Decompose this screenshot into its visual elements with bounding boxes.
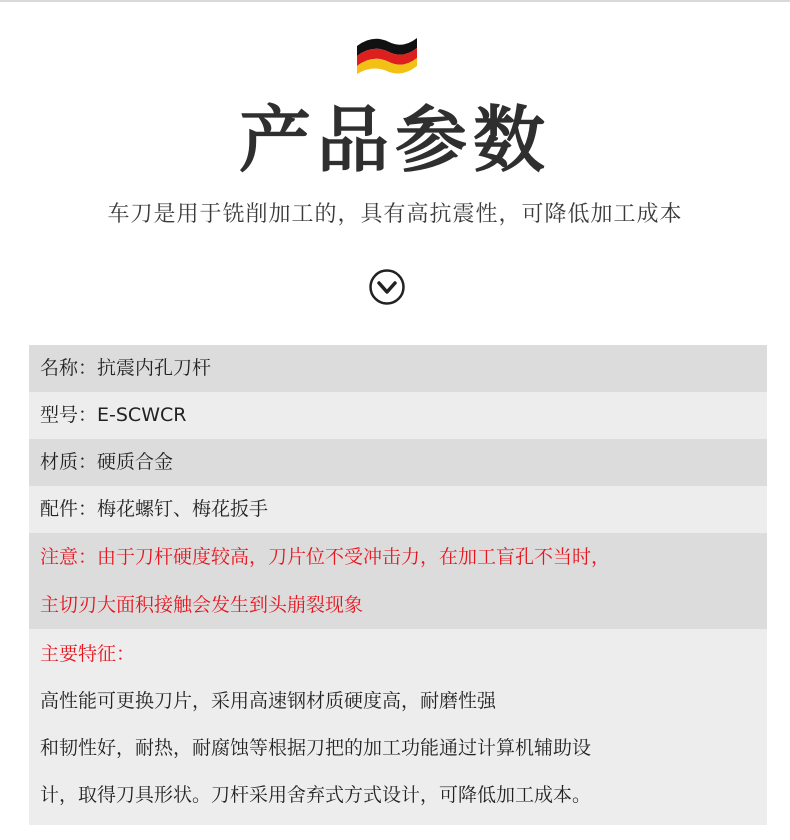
chevron-down-circle-icon[interactable] [368, 268, 406, 306]
warning-line-1: 注意：由于刀杆硬度较高，刀片位不受冲击力，在加工盲孔不当时， [40, 546, 611, 568]
top-divider [0, 0, 790, 2]
features-line-2: 和韧性好，耐热，耐腐蚀等根据刀把的加工功能通过计算机辅助设 [40, 737, 592, 759]
page-title: 产品参数 [238, 98, 551, 182]
warning-line-2: 主切刃大面积接触会发生到头崩裂现象 [40, 594, 364, 616]
features-line-3: 计，取得刀具形状。刀杆采用舍弃式方式设计，可降低加工成本。 [40, 784, 592, 806]
features-heading: 主要特征： [40, 643, 136, 665]
features-section [29, 629, 767, 825]
spec-name: 名称：抗震内孔刀杆 [29, 345, 767, 392]
page-subtitle: 车刀是用于铣削加工的，具有高抗震性，可降低加工成本 [107, 202, 683, 227]
features-line-1: 高性能可更换刀片，采用高速钢材质硬度高，耐磨性强 [40, 690, 497, 712]
spec-material: 材质：硬质合金 [29, 439, 767, 486]
germany-flag-icon [353, 32, 421, 78]
spec-model: 型号：E-SCWCR [29, 392, 767, 439]
spec-accessories: 配件：梅花螺钉、梅花扳手 [29, 486, 767, 533]
spec-table [29, 345, 767, 825]
warning-note [29, 533, 767, 629]
